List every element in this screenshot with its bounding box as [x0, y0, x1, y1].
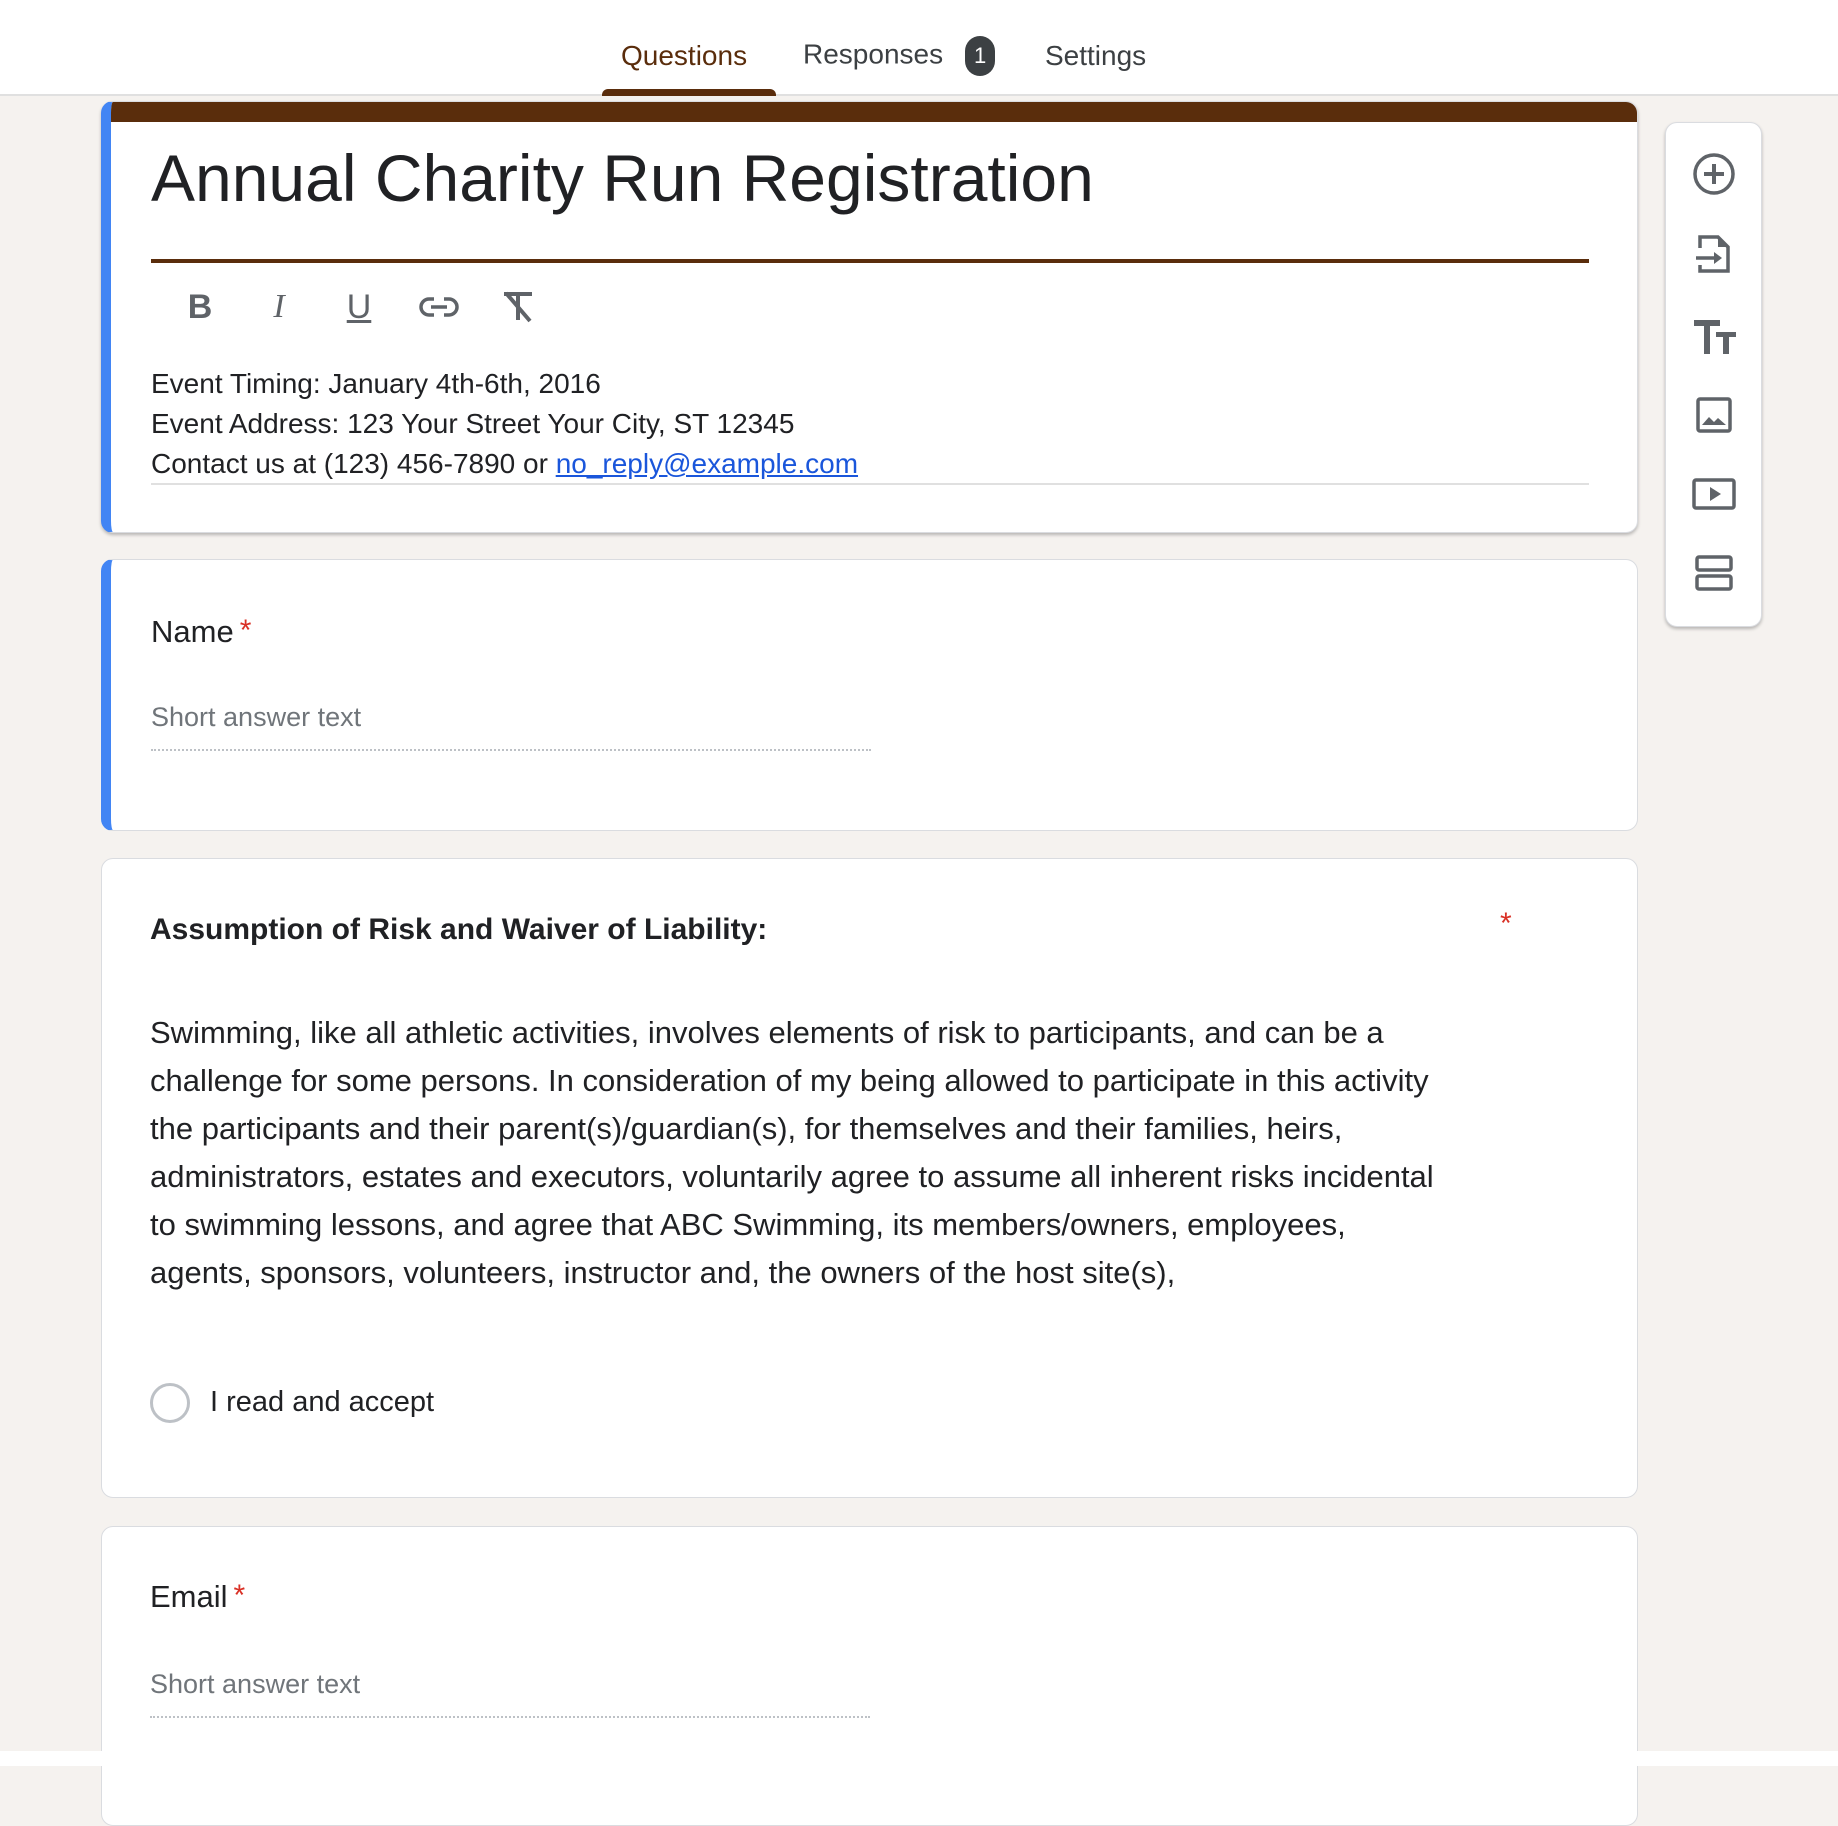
tab-settings[interactable]: Settings	[1045, 40, 1147, 71]
waiver-text	[150, 1009, 1510, 1297]
short-answer-input[interactable]: Short answer text	[151, 702, 871, 751]
link-icon[interactable]	[419, 287, 459, 327]
waiver-line: to swimming lessons, and agree that ABC Swimming, its members/owners, employees,	[150, 1207, 1346, 1242]
tab-responses[interactable]	[803, 36, 995, 76]
add-question-icon[interactable]	[1690, 150, 1738, 198]
question-card-name[interactable]	[101, 559, 1638, 831]
top-tab-bar	[0, 0, 1838, 96]
waiver-line: the participants and their parent(s)/guardian(s), for themselves and their families, heirs,	[150, 1111, 1343, 1146]
question-label: Name	[151, 614, 234, 649]
add-title-icon[interactable]	[1690, 312, 1738, 360]
waiver-line: Swimming, like all athletic activities, involves elements of risk to participants, and can be a	[150, 1015, 1384, 1050]
question-label: Email	[150, 1579, 228, 1614]
add-video-icon[interactable]	[1690, 470, 1738, 518]
question-card-email[interactable]	[101, 1526, 1638, 1826]
contact-text: Contact us at (123) 456-7890 or	[151, 448, 556, 479]
title-underline	[151, 259, 1589, 263]
waiver-line: administrators, estates and executors, voluntarily agree to assume all inherent risks incidental	[150, 1159, 1434, 1194]
question-title	[151, 614, 251, 650]
description-divider	[151, 483, 1589, 485]
tab-questions[interactable]: Questions	[621, 40, 748, 71]
waiver-line: agents, sponsors, volunteers, instructor and, the owners of the host site(s),	[150, 1255, 1176, 1290]
add-section-icon[interactable]	[1690, 550, 1738, 598]
waiver-line: challenge for some persons. In consideration of my being allowed to participate in this activity	[150, 1063, 1429, 1098]
form-header-card[interactable]	[101, 101, 1638, 533]
theme-color-bar	[101, 102, 1637, 122]
import-questions-icon[interactable]	[1690, 230, 1738, 278]
required-asterisk: *	[239, 614, 252, 647]
question-title	[150, 1579, 245, 1615]
tab-responses-label: Responses	[803, 38, 944, 70]
contact-email-link[interactable]: no_reply@example.com	[555, 448, 859, 479]
bold-icon[interactable]: B	[187, 287, 213, 326]
question-title: Assumption of Risk and Waiver of Liability:	[150, 913, 768, 946]
required-asterisk: *	[1500, 907, 1512, 940]
question-card-waiver[interactable]	[101, 858, 1638, 1498]
contact-line	[151, 444, 858, 484]
required-asterisk: *	[233, 1579, 246, 1612]
clear-format-icon[interactable]	[498, 287, 538, 327]
form-description[interactable]	[151, 364, 858, 484]
event-timing: Event Timing: January 4th-6th, 2016	[151, 368, 601, 399]
form-title[interactable]: Annual Charity Run Registration	[151, 141, 1094, 215]
italic-icon[interactable]: I	[273, 288, 285, 325]
short-answer-input[interactable]: Short answer text	[150, 1669, 870, 1718]
active-tab-indicator	[602, 89, 776, 96]
event-address: Event Address: 123 Your Street Your City, ST 12345	[151, 408, 795, 439]
underline-icon[interactable]: U	[346, 287, 372, 326]
side-toolbar	[1665, 122, 1762, 627]
add-image-icon[interactable]	[1690, 391, 1738, 439]
accept-radio[interactable]	[150, 1383, 190, 1423]
responses-count-badge: 1	[965, 36, 995, 76]
bottom-edge	[0, 1751, 1838, 1766]
accept-option-label: I read and accept	[210, 1386, 435, 1418]
